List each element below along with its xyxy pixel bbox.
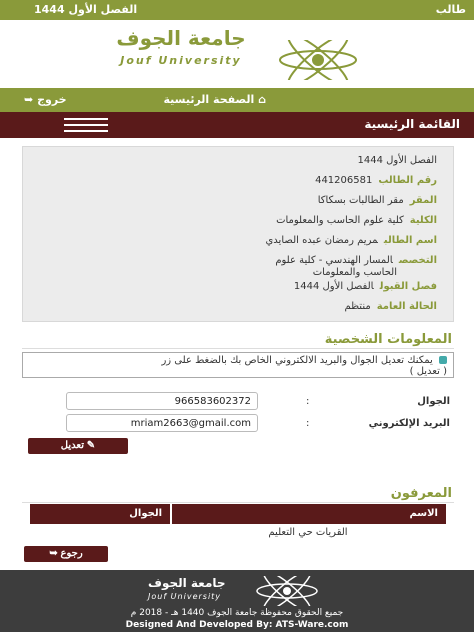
footer-developer[interactable]: Designed And Developed By: ATS-Ware.com	[125, 620, 349, 630]
top-bar	[0, 0, 474, 20]
university-logo-icon	[276, 40, 360, 80]
email-label: البريد الإلكتروني	[368, 418, 450, 429]
known-persons-title: المعرفون	[390, 486, 452, 501]
main-menu-title: القائمة الرئيسية	[364, 117, 460, 131]
hamburger-menu-icon[interactable]	[64, 118, 108, 132]
info-student-id: رقم الطالب441206581	[315, 175, 437, 186]
current-semester: الفصل الأول 1444	[34, 3, 138, 16]
footer-copyright: جميع الحقوق محفوظة جامعة الجوف 1440 هـ - 2018 م	[130, 608, 344, 618]
edit-notice	[22, 352, 454, 378]
notice-text-cont: ( تعديل )	[409, 366, 447, 377]
personal-info-title: المعلومات الشخصية	[324, 332, 452, 347]
info-hq: المقرمقر الطالبات بسكاكا	[317, 195, 437, 206]
info-status: الحالة العامةمنتظم	[344, 301, 437, 312]
info-major: التخصصالمسار الهندسي - كلية علوم	[275, 255, 437, 266]
table-header	[28, 504, 446, 524]
table-row	[28, 524, 446, 542]
column-header-phone: الجوال	[28, 504, 170, 524]
logout-link[interactable]	[24, 93, 67, 106]
back-button-label: رجوع	[60, 548, 83, 559]
home-link-label: الصفحة الرئيسية	[163, 93, 255, 106]
footer	[0, 570, 474, 632]
university-name-english: Jouf University	[120, 54, 242, 67]
info-college: الكليةكلية علوم الحاسب والمعلومات	[276, 215, 437, 226]
logout-icon: ➥	[24, 93, 34, 106]
back-icon: ➥	[49, 548, 58, 559]
cell-name: القريات حي التعليم	[268, 527, 348, 538]
home-icon: ⌂	[258, 93, 266, 106]
header	[0, 20, 474, 88]
info-major-cont: الحاسب والمعلومات	[312, 267, 397, 278]
info-semester: الفصل الأول 1444	[357, 155, 437, 166]
edit-button-label: تعديل	[60, 440, 85, 451]
cell-phone	[28, 524, 170, 542]
divider	[22, 502, 454, 503]
info-icon	[439, 356, 447, 364]
phone-label: الجوال	[417, 396, 450, 407]
logout-link-label: خروج	[37, 93, 67, 106]
notice-text: يمكنك تعديل الجوال والبريد الالكتروني الخاص بك بالضغط على زر	[161, 355, 433, 366]
home-link[interactable]	[163, 93, 266, 106]
email-colon: :	[306, 418, 310, 429]
phone-field[interactable]	[66, 392, 258, 410]
nav-bar	[0, 88, 474, 112]
footer-logo-icon	[252, 576, 322, 606]
back-button[interactable]	[24, 546, 108, 562]
info-admission: فصل القبولالفصل الأول 1444	[293, 281, 437, 292]
phone-colon: :	[306, 396, 310, 407]
email-field[interactable]	[66, 414, 258, 432]
edit-button[interactable]	[28, 438, 128, 454]
column-header-name: الاسم	[170, 504, 446, 524]
footer-university-arabic: جامعة الجوف	[148, 576, 226, 590]
edit-icon: ✎	[86, 440, 96, 451]
student-info-panel	[22, 146, 454, 322]
info-student-name: اسم الطالبمريم رمضان عبده الصايدي	[265, 235, 437, 246]
footer-university-english: Jouf University	[148, 592, 222, 601]
university-name-arabic: جامعة الجوف	[116, 26, 246, 50]
known-persons-table	[28, 504, 446, 542]
user-role: طالب	[435, 3, 466, 16]
main-menu-bar	[0, 112, 474, 138]
divider	[22, 348, 454, 349]
